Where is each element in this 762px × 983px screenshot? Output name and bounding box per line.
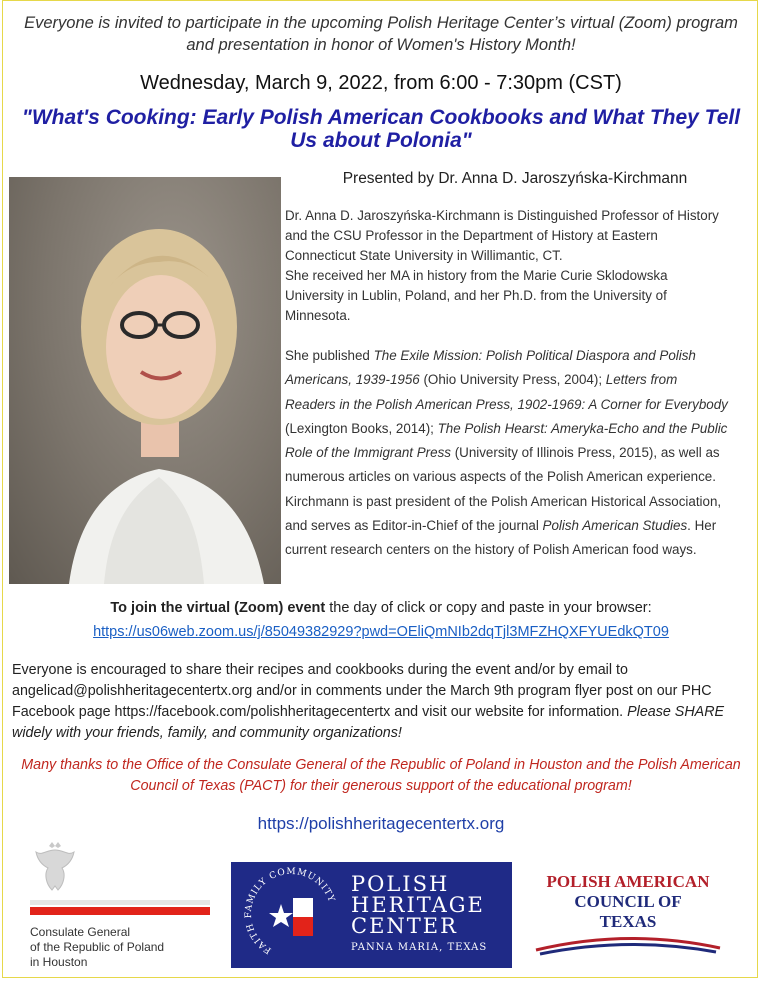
journal-title: Polish American Studies xyxy=(542,518,688,534)
book-title: The Exile Mission: Polish Political Diaspora and Polish Americans, 1939-1956 xyxy=(285,348,696,388)
pact-line-1: POLISH AMERICAN xyxy=(546,872,710,891)
join-heading: To join the virtual (Zoom) event xyxy=(110,600,326,616)
phc-name-line: HERITAGE xyxy=(351,893,485,917)
bio-text: (University of Illinois Press, 2015), as well as numerous articles on various aspects of the Polish American experience. Kirchmann is past president of the Polish American Historical Association, and serves as Editor-in-Chief of the journal xyxy=(285,445,722,534)
phc-logo xyxy=(231,862,512,968)
share-text: Everyone is encouraged to share their recipes and cookbooks during the event and/or by email to angelicad@polishheritagecentertx.org and/or in comments under the March 9th program flyer post on our PHC Facebook page https://facebook.com/polishheritagecentertx and visit our website for information. xyxy=(12,662,712,720)
phc-name-line: POLISH xyxy=(351,872,450,896)
website-link[interactable]: https://polishheritagecentertx.org xyxy=(257,814,505,833)
phc-ring-text: FAITH FAMILY COMMUNITY xyxy=(243,866,337,956)
phc-name-line: CENTER xyxy=(351,914,458,938)
bio-text: . Her current research centers on the history of Polish American food ways. xyxy=(285,518,717,558)
join-instructions xyxy=(10,600,752,616)
pact-line-2: COUNCIL OF xyxy=(574,892,682,911)
consulate-line: Consulate General xyxy=(30,925,131,939)
phc-emblem xyxy=(231,862,351,968)
consulate-logo xyxy=(30,840,220,970)
bio-paragraph-1 xyxy=(285,206,725,326)
event-date: Wednesday, March 9, 2022, from 6:00 - 7:30pm (CST) xyxy=(140,72,622,94)
phc-location: PANNA MARIA, TEXAS xyxy=(351,942,488,953)
flag-red-stripe xyxy=(30,907,210,915)
speaker-portrait-illustration xyxy=(9,177,281,584)
polish-eagle-icon xyxy=(34,840,76,894)
bio-line-education: She received her MA in history from the Marie Curie Sklodowska University in Lublin, Poland, and her Ph.D. from the University of Minnesota. xyxy=(285,268,668,323)
share-paragraph xyxy=(12,660,754,744)
join-text: the day of click or copy and paste in your browser: xyxy=(325,600,652,616)
zoom-link[interactable]: https://us06web.zoom.us/j/85049382929?pwd=OEliQmNIb2dqTjl3MFZHQXFYUEdkQT09 xyxy=(93,624,669,640)
bio-paragraph-2 xyxy=(285,344,731,563)
flag-white-stripe xyxy=(30,900,210,905)
bio-text: (Ohio University Press, 2004); xyxy=(419,372,606,388)
speaker-photo xyxy=(9,177,281,584)
pact-logo xyxy=(530,872,726,956)
consulate-line: in Houston xyxy=(30,955,88,969)
phc-name xyxy=(351,874,485,937)
book-title: The Polish Hearst: Ameryka-Echo and the Public Role of the Immigrant Press xyxy=(285,420,728,461)
share-callout: Please SHARE widely with your friends, family, and community organizations! xyxy=(12,704,725,741)
consulate-name xyxy=(30,925,164,970)
bio-text: She published xyxy=(285,348,374,363)
pact-swoosh-icon xyxy=(530,934,726,956)
bio-text: (Lexington Books, 2014); xyxy=(285,420,438,436)
presenter-line: Presented by Dr. Anna D. Jaroszyńska-Kirchmann xyxy=(342,170,688,187)
bio-line-position: Dr. Anna D. Jaroszyńska-Kirchmann is Distinguished Professor of History and the CSU Professor in the Department of History at Eastern Connecticut State University in Willimantic, CT. xyxy=(285,208,719,263)
consulate-line: of the Republic of Poland xyxy=(30,940,165,954)
event-title: "What's Cooking: Early Polish American Cookbooks and What They Tell Us about Polonia" xyxy=(21,106,741,152)
thanks-paragraph: Many thanks to the Office of the Consulate General of the Republic of Poland in Houston and the Polish American Council of Texas (PACT) for their generous support of the educational program! xyxy=(21,757,741,794)
book-title: Letters from Readers in the Polish American Press, 1902-1969: A Corner for Everybody xyxy=(285,372,728,412)
pact-line-3: TEXAS xyxy=(599,912,657,931)
intro-text: Everyone is invited to participate in the upcoming Polish Heritage Center’s virtual (Zoom) program and presentation in honor of Women's History Month! xyxy=(24,14,738,54)
